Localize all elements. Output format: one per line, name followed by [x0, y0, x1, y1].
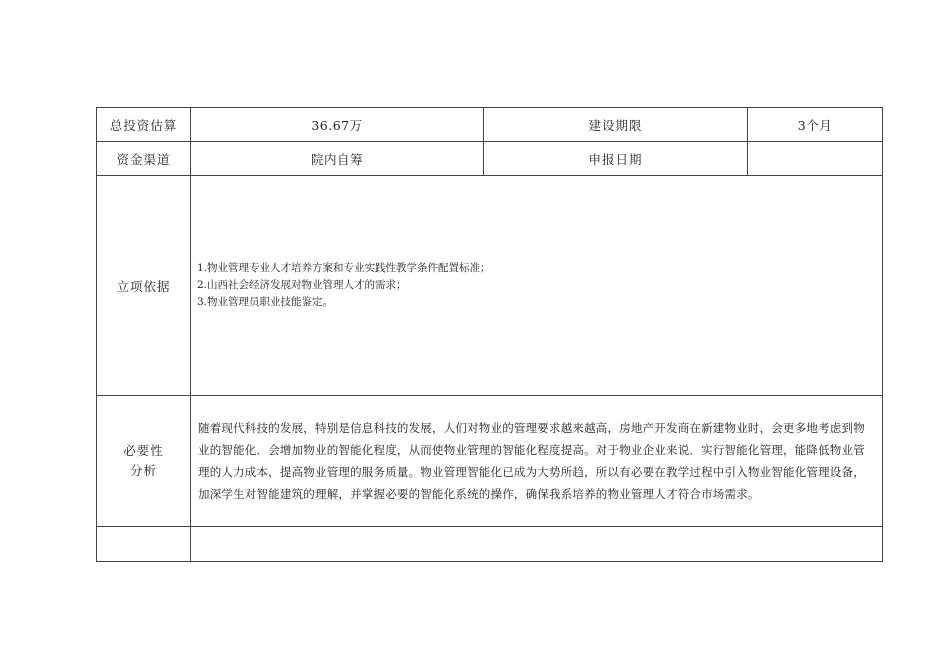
application-date-label: 申报日期: [484, 142, 748, 176]
basis-item: 1.物业管理专业人才培养方案和专业实践性教学条件配置标准；: [197, 262, 491, 274]
basis-row: [97, 176, 883, 396]
total-investment-value: 36.67万: [191, 108, 484, 142]
necessity-label-line2: 分析: [129, 463, 157, 478]
necessity-row: [97, 396, 883, 527]
funding-source-value: 院内自筹: [191, 142, 484, 176]
total-investment-label: 总投资估算: [97, 108, 191, 142]
necessity-label-line1: 必要性: [123, 443, 164, 458]
basis-item: 3.物业管理员职业技能鉴定。: [197, 296, 334, 308]
project-basis-content: [191, 176, 883, 396]
necessity-analysis-label: [97, 396, 191, 527]
funding-row: [97, 142, 883, 176]
project-application-form: [96, 107, 883, 562]
necessity-analysis-text: 随着现代科技的发展，特别是信息科技的发展，人们对物业的管理要求越来越高，房地产开发商在新建物业时，会更多地考虑到物业的智能化．会增加物业的智能化程度，从而使物业管理的智能化程度提高。对于物业企业来说．实行智能化管理，能降低物业管理的人力成本，提高物业管理的服务质量。物业管理智能化已成为大势所趋，所以有必要在教学过程中引入物业智能化管理设备，加深学生对智能建筑的理解，并掌握必要的智能化系统的操作，确保我系培养的物业管理人才符合市场需求。: [191, 396, 883, 527]
funding-source-label: 资金渠道: [97, 142, 191, 176]
application-date-value: [748, 142, 883, 176]
construction-period-label: 建设期限: [484, 108, 748, 142]
project-basis-label: 立项依据: [97, 176, 191, 396]
empty-row-label: [97, 527, 191, 562]
basis-item: 2.山西社会经济发展对物业管理人才的需求；: [197, 279, 407, 291]
investment-row: [97, 108, 883, 142]
empty-row-value: [191, 527, 883, 562]
empty-row: [97, 527, 883, 562]
construction-period-value: 3个月: [748, 108, 883, 142]
